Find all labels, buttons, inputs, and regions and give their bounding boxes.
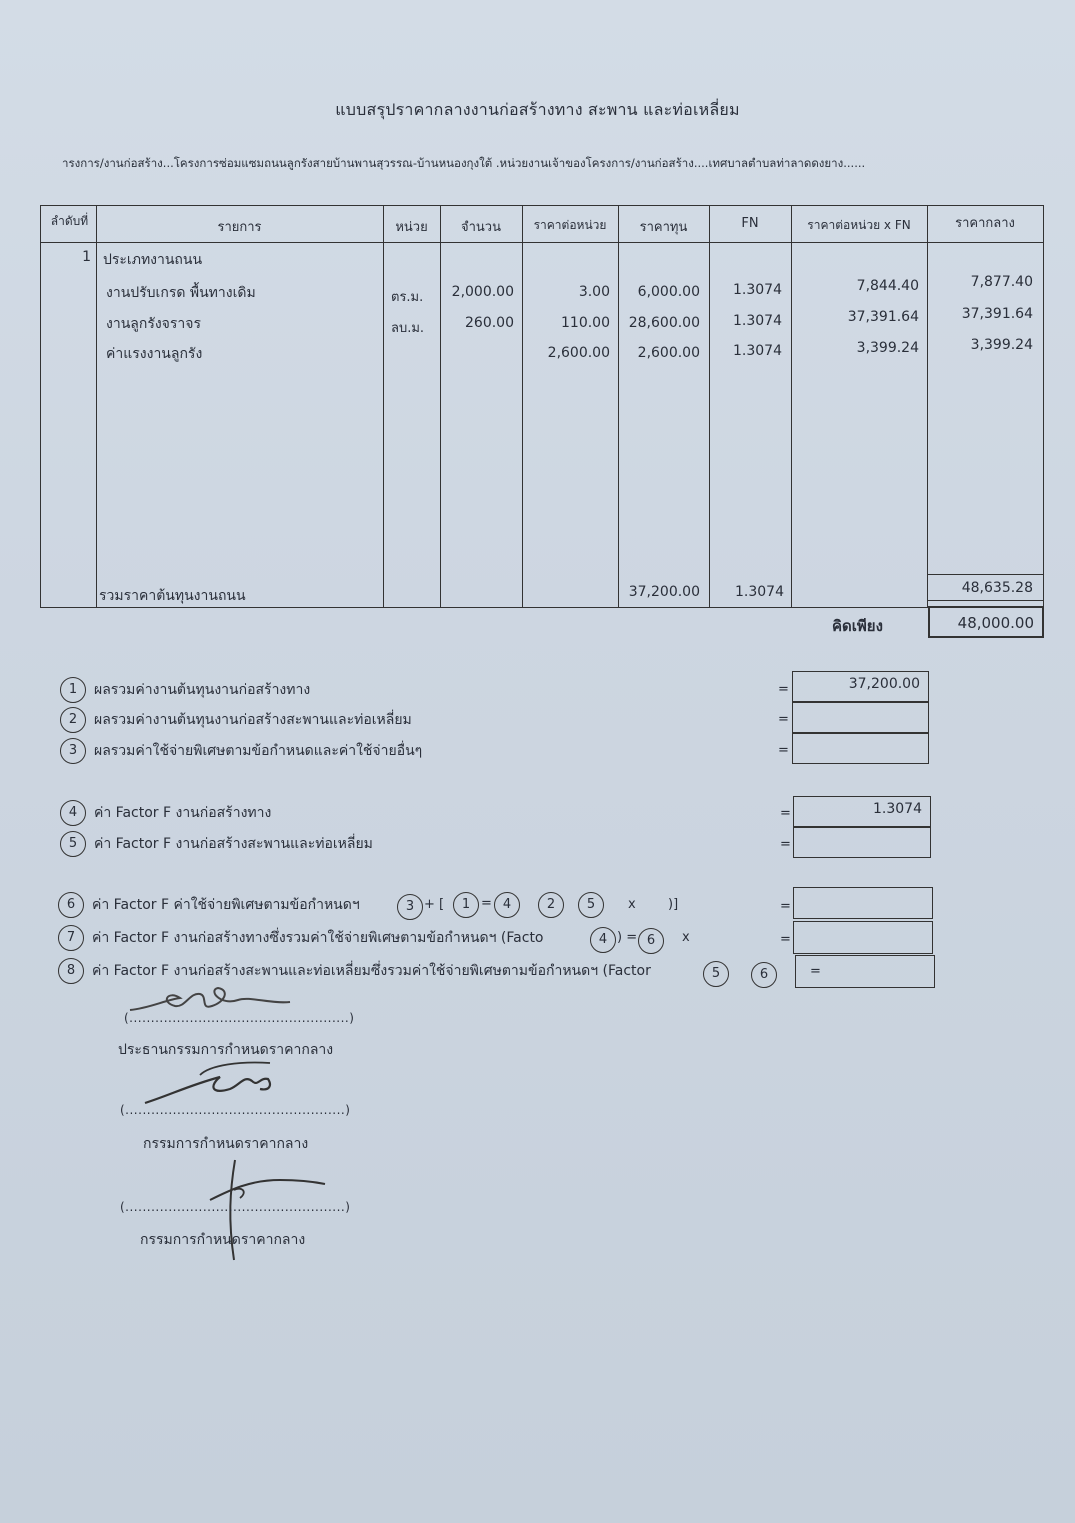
row-cost: 2,600.00 [637,345,700,361]
formula-circle-6: 6 [751,962,777,988]
summary-text: ผลรวมค่างานต้นทุนงานก่อสร้างสะพานและท่อเหลี่ยม [94,712,412,728]
row-median: 7,877.40 [970,274,1033,290]
header-item: รายการ [217,220,262,235]
row-qty: 2,000.00 [451,284,514,300]
header-median: ราคากลาง [955,216,1015,231]
total-label: รวมราคาต้นทุนงานถนน [99,588,246,604]
summary-item-7 [58,925,544,951]
summary-item-1 [60,677,310,703]
summary-item-2 [60,707,412,733]
value-box-6 [793,887,933,919]
equals-sign: = [780,899,791,914]
row-item: ค่าแรงงานลูกรัง [106,346,203,362]
row-item: ประเภทงานถนน [103,252,203,268]
equals-sign: = [778,682,789,697]
summary-text: ค่า Factor F งานก่อสร้างทางซึ่งรวมค่าใช้จ่ายพิเศษตามข้อกำหนดฯ (Facto [92,930,544,946]
summary-item-3 [60,738,422,764]
value-box-8 [795,955,935,988]
total-cost: 37,200.00 [628,584,700,600]
summary-text: ค่า Factor F งานก่อสร้างทาง [94,805,272,821]
equals-sign: = [810,964,821,979]
summary-text: ผลรวมค่างานต้นทุนงานก่อสร้างทาง [94,682,311,698]
row-item: งานปรับเกรด พื้นทางเดิม [106,285,256,301]
value-box-7 [793,921,933,954]
equals-sign: = [778,743,789,758]
row-no: 1 [82,249,91,265]
equals-sign: = [780,806,791,821]
formula-circle-6: 6 [638,928,664,954]
summary-item-6 [58,892,360,918]
row-median: 3,399.24 [970,337,1033,353]
header-unit-price: ราคาต่อหน่วย [533,218,607,232]
header-cost: ราคาทุน [639,220,688,235]
row-price-fn: 7,844.40 [856,278,919,294]
value-box-4: 1.3074 [793,796,931,827]
total-fn: 1.3074 [735,584,784,600]
document-title: แบบสรุปราคากลางงานก่อสร้างทาง สะพาน และท่อเหลี่ยม [335,100,740,119]
signature-role: กรรมการกำหนดราคากลาง [140,1232,306,1248]
formula-circle-3: 3 [397,894,423,920]
circle-number: 3 [60,738,86,764]
equals-sign: = [778,712,789,727]
formula-circle-5: 5 [578,892,604,918]
formula-circle-2: 2 [538,892,564,918]
summary-text: ค่า Factor F งานก่อสร้างสะพานและท่อเหลี่ยมซึ่งรวมค่าใช้จ่ายพิเศษตามข้อกำหนดฯ (Factor [92,963,651,979]
row-median: 37,391.64 [961,306,1033,322]
formula-circle-4: 4 [494,892,520,918]
formula-circle-1: 1 [453,892,479,918]
signature-role: กรรมการกำหนดราคากลาง [143,1136,309,1152]
summary-text: ผลรวมค่าใช้จ่ายพิเศษตามข้อกำหนดและค่าใช้จ่ายอื่นๆ [94,743,423,759]
value-box-1: 37,200.00 [792,671,929,702]
value-box-5 [793,827,931,858]
circle-number: 2 [60,707,86,733]
project-line: ารงการ/งานก่อสร้าง...โครงการซ่อมแซมถนนลูกรังสายบ้านพานสุวรรณ-บ้านหนองกุงใต้ .หน่วยงานเจ้าของโครงการ/งานก่อสร้าง....เทศบาลตำบลท่าลาดดงยาง...... [62,156,866,170]
circle-number: 1 [60,677,86,703]
rounded-value: 48,000.00 [928,606,1044,638]
circle-number: 5 [60,831,86,857]
formula-circle-4: 4 [590,927,616,953]
row-qty: 260.00 [465,315,514,331]
circle-number: 4 [60,800,86,826]
price-table [40,205,1044,608]
summary-text: ค่า Factor F ค่าใช้จ่ายพิเศษตามข้อกำหนดฯ [92,897,360,913]
summary-item-4 [60,800,271,826]
row-item: งานลูกรังจราจร [106,316,201,332]
row-unit-price: 2,600.00 [547,345,610,361]
row-unit-price: 3.00 [578,284,610,300]
row-fn: 1.3074 [733,343,782,359]
row-unit: ตร.ม. [391,290,424,305]
equals-sign: = [780,837,791,852]
row-fn: 1.3074 [733,313,782,329]
formula-text: ) = [617,930,638,945]
equals-sign: = [780,932,791,947]
header-fn: FN [741,216,759,231]
signature-dots: (...................................................) [120,1103,351,1117]
row-cost: 28,600.00 [628,315,700,331]
header-qty: จำนวน [461,220,501,235]
row-fn: 1.3074 [733,282,782,298]
summary-item-5 [60,831,373,857]
circle-number: 8 [58,958,84,984]
row-cost: 6,000.00 [637,284,700,300]
rounded-label: คิดเพียง [832,617,883,635]
formula-text: x [628,897,636,912]
signature-role: ประธานกรรมการกำหนดราคากลาง [118,1042,334,1058]
circle-number: 7 [58,925,84,951]
header-no: ลำดับที่ [50,214,89,228]
formula-text: + [ [424,897,445,912]
formula-text: = [481,896,492,911]
formula-circle-5: 5 [703,961,729,987]
header-unit: หน่วย [395,220,428,235]
signature-member-1 [140,1055,300,1110]
value-box-2 [792,702,929,733]
formula-text: x [682,930,690,945]
header-price-fn: ราคาต่อหน่วย x FN [807,218,911,232]
row-unit-price: 110.00 [561,315,610,331]
row-price-fn: 37,391.64 [847,309,919,325]
signature-dots: (...................................................) [120,1200,351,1214]
signature-dots: (...................................................) [124,1011,355,1025]
row-unit: ลบ.ม. [391,321,425,336]
row-price-fn: 3,399.24 [856,340,919,356]
summary-text: ค่า Factor F งานก่อสร้างสะพานและท่อเหลี่ยม [94,836,373,852]
formula-text: )] [668,897,679,912]
total-median: 48,635.28 [961,580,1033,596]
circle-number: 6 [58,892,84,918]
value-box-3 [792,733,929,764]
